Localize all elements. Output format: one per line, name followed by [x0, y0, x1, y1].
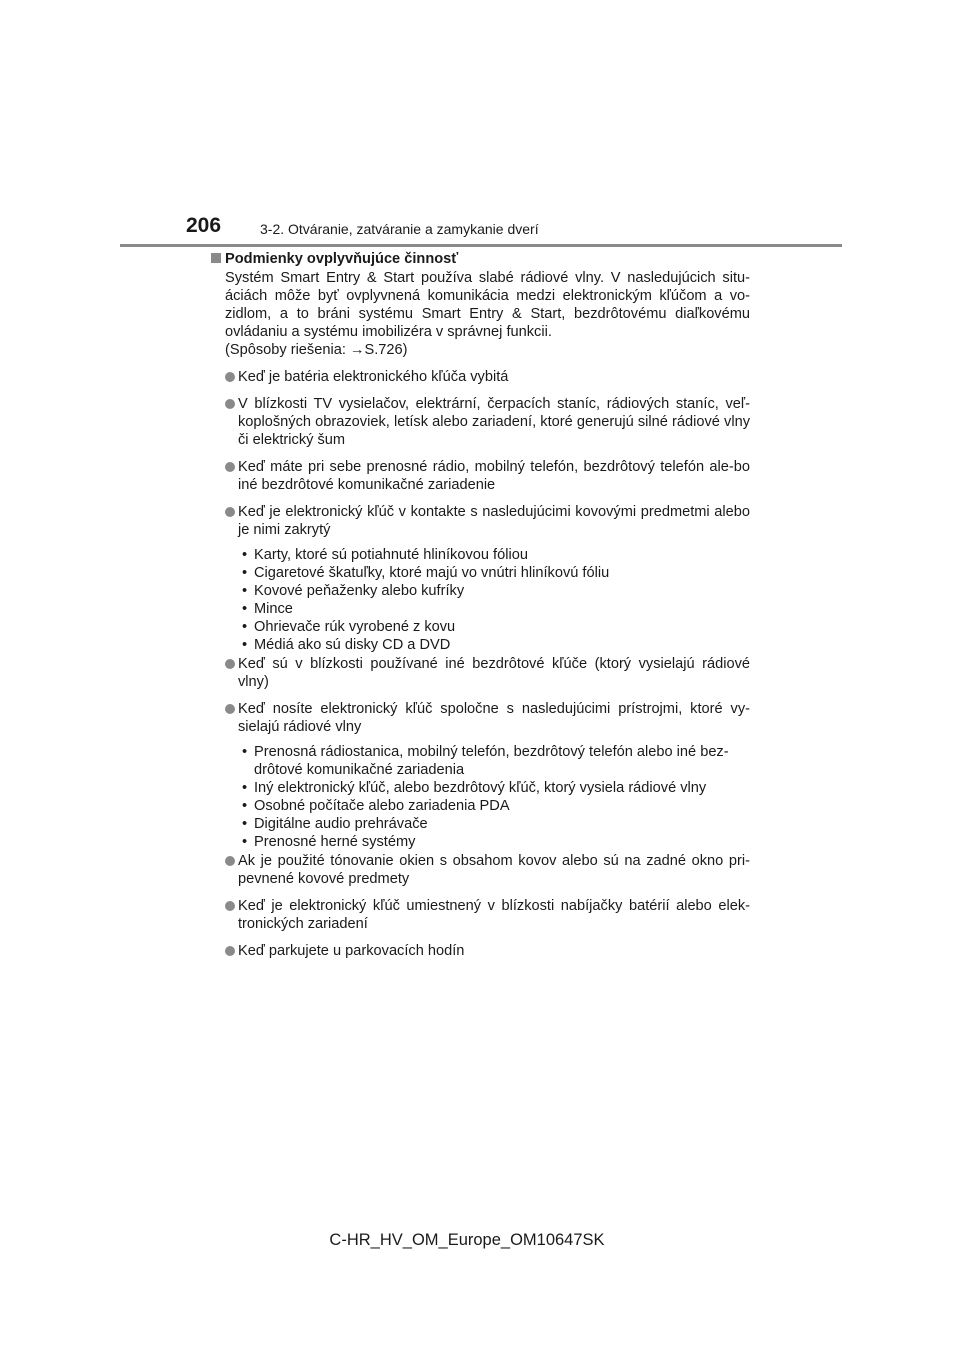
list-item-text: Ak je použité tónovanie okien s obsahom kovov alebo sú na zadné okno pri-pevnené kovové predmety [238, 853, 750, 887]
page-header [186, 214, 846, 244]
list-item-text: Keď je elektronický kľúč umiestnený v blízkosti nabíjačky batérií alebo elek-tronických zariadení [238, 898, 750, 932]
header-rule [120, 244, 842, 247]
list-item [210, 852, 750, 888]
page-footer [0, 1230, 960, 1250]
bullet-dot-icon: • [242, 834, 248, 850]
sub-list-item [210, 546, 750, 564]
sub-list-item-text: Digitálne audio prehrávače [254, 816, 428, 832]
sub-list-item [210, 743, 750, 779]
section-intro: Systém Smart Entry & Start používa slabé rádiové vlny. V nasledujúcich situ-áciách môže byť ovplyvnená komunikácia medzi elektronickým kľúčom a vo-zidlom, a to bráni systému Smart Entry & Start, bezdrôtovému diaľkovému ovládaniu a systému imobilizéra v správnej funkcii. [225, 270, 750, 340]
chapter-title: 3-2. Otváranie, zatváranie a zamykanie dverí [260, 221, 539, 237]
bullet-dot-icon: • [242, 798, 248, 814]
sub-list-item-text: Ohrievače rúk vyrobené z kovu [254, 619, 456, 635]
list-item [210, 897, 750, 933]
document-id: C-HR_HV_OM_Europe_OM10647SK [329, 1231, 605, 1249]
solutions-reference: (Spôsoby riešenia: →S.726) [225, 342, 408, 358]
sub-list-item [210, 564, 750, 582]
sub-list-item [210, 618, 750, 636]
list-item [210, 942, 750, 960]
bullet-dot-icon: • [242, 637, 248, 653]
sub-list-item [210, 779, 750, 797]
bullet-dot-icon: • [242, 816, 248, 832]
page-number: 206 [186, 214, 222, 237]
circle-bullet-icon [225, 507, 235, 517]
sub-list-item-text: Iný elektronický kľúč, alebo bezdrôtový kľúč, ktorý vysiela rádiové vlny [254, 780, 707, 796]
sub-list [210, 743, 750, 851]
sub-list-item-text: Prenosné herné systémy [254, 834, 416, 850]
circle-bullet-icon [225, 659, 235, 669]
section-heading [210, 250, 750, 268]
list-item-text: Keď sú v blízkosti používané iné bezdrôtové kľúče (ktorý vysielajú rádiové vlny) [238, 656, 750, 690]
list-item [210, 700, 750, 736]
square-bullet-icon [211, 253, 221, 263]
list-item-text: Keď nosíte elektronický kľúč spoločne s nasledujúcimi prístrojmi, ktoré vy-sielajú rádiové vlny [238, 701, 750, 735]
sub-list-item-text: Cigaretové škatuľky, ktoré majú vo vnútri hliníkovú fóliu [254, 565, 610, 581]
section-title-text: Podmienky ovplyvňujúce činnosť [225, 251, 459, 267]
circle-bullet-icon [225, 462, 235, 472]
list-item [210, 458, 750, 494]
sub-list-item-text: Prenosná rádiostanica, mobilný telefón, bezdrôtový telefón alebo iné bez-drôtové komunikačné zariadenia [254, 744, 729, 778]
list-item [210, 503, 750, 539]
sub-list-item-text: Karty, ktoré sú potiahnuté hliníkovou fóliou [254, 547, 528, 563]
sub-list-item [210, 815, 750, 833]
circle-bullet-icon [225, 901, 235, 911]
sub-list-item [210, 582, 750, 600]
circle-bullet-icon [225, 372, 235, 382]
list-item [210, 395, 750, 449]
bullet-dot-icon: • [242, 547, 248, 563]
sub-list-item [210, 797, 750, 815]
list-item-text: Keď je batéria elektronického kľúča vybitá [238, 369, 509, 385]
sub-list-item-text: Kovové peňaženky alebo kufríky [254, 583, 465, 599]
page-content [210, 250, 750, 960]
bullet-dot-icon: • [242, 780, 248, 796]
sub-list-item-text: Osobné počítače alebo zariadenia PDA [254, 798, 510, 814]
list-item [210, 368, 750, 386]
bullet-dot-icon: • [242, 744, 248, 760]
list-item-text: V blízkosti TV vysielačov, elektrární, čerpacích staníc, rádiových staníc, veľ-koplošných obrazoviek, letísk alebo zariadení, ktoré generujú silné rádiové vlny či elektrický šum [238, 396, 750, 448]
list-item-text: Keď máte pri sebe prenosné rádio, mobilný telefón, bezdrôtový telefón ale-bo iné bezdrôtové komunikačné zariadenie [238, 459, 750, 493]
list-item [210, 655, 750, 691]
sub-list-item [210, 636, 750, 654]
list-item-text: Keď parkujete u parkovacích hodín [238, 943, 465, 959]
bullet-dot-icon: • [242, 619, 248, 635]
circle-bullet-icon [225, 946, 235, 956]
sub-list-item-text: Mince [254, 601, 293, 617]
bullet-dot-icon: • [242, 565, 248, 581]
circle-bullet-icon [225, 399, 235, 409]
sub-list-item-text: Médiá ako sú disky CD a DVD [254, 637, 451, 653]
sub-list-item [210, 600, 750, 618]
sub-list-item [210, 833, 750, 851]
circle-bullet-icon [225, 704, 235, 714]
circle-bullet-icon [225, 856, 235, 866]
sub-list [210, 546, 750, 654]
bullet-dot-icon: • [242, 601, 248, 617]
bullet-dot-icon: • [242, 583, 248, 599]
list-item-text: Keď je elektronický kľúč v kontakte s nasledujúcimi kovovými predmetmi alebo je nimi zakrytý [238, 504, 750, 538]
